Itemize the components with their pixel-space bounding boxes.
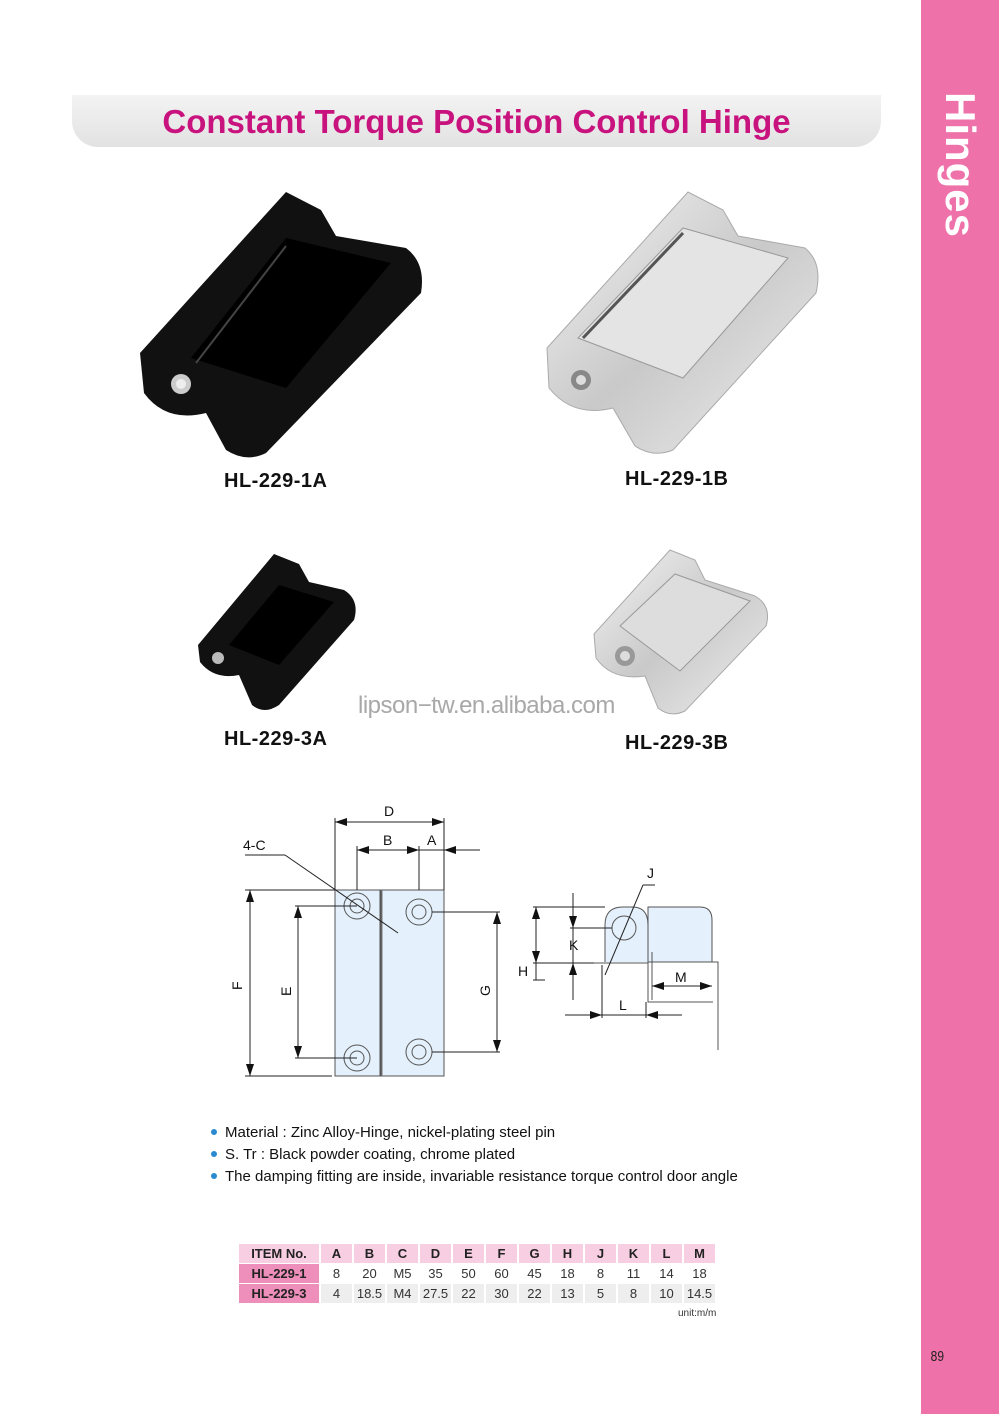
- table-header: ITEM No. A B C D E F G H J K L M: [239, 1244, 715, 1263]
- dim-label-m: M: [675, 969, 687, 985]
- dim-label-j: J: [647, 865, 654, 881]
- title-bar: [72, 95, 881, 147]
- dim-label-h: H: [518, 963, 529, 979]
- feature-item: Material : Zinc Alloy-Hinge, nickel-plating steel pin: [211, 1121, 738, 1143]
- watermark: lipson−tw.en.alibaba.com: [358, 692, 615, 719]
- feature-item: S. Tr : Black powder coating, chrome plated: [211, 1143, 738, 1165]
- table-row: HL-229-3 4 18.5 M4 27.5 22 30 22 13 5 8 10 14.5: [239, 1284, 715, 1303]
- unit-note: unit:m/m: [678, 1308, 717, 1319]
- page-number: 89: [930, 1348, 945, 1365]
- dimension-diagram: [220, 790, 740, 1090]
- product-image-hl-229-3b: [590, 546, 774, 718]
- product-image-hl-229-1a: [136, 188, 428, 463]
- section-title: Hinges: [937, 92, 984, 239]
- product-code: HL-229-1B: [625, 468, 729, 490]
- dim-label-d: D: [384, 803, 395, 819]
- dim-label-a: A: [427, 832, 437, 848]
- feature-list: [211, 1121, 738, 1187]
- dim-label-f: F: [229, 981, 245, 990]
- product-image-hl-229-1b: [543, 188, 821, 458]
- product-code: HL-229-3B: [625, 732, 729, 754]
- page-title: Constant Torque Position Control Hinge: [162, 103, 791, 140]
- bullet-icon: [211, 1151, 217, 1157]
- dim-label-4c: 4-C: [243, 837, 266, 853]
- spec-table: [237, 1243, 717, 1304]
- dim-label-g: G: [477, 985, 493, 996]
- dim-label-k: K: [569, 937, 579, 953]
- product-code: HL-229-1A: [224, 470, 328, 492]
- dim-label-l: L: [619, 997, 627, 1013]
- bullet-icon: [211, 1129, 217, 1135]
- bullet-icon: [211, 1173, 217, 1179]
- product-code: HL-229-3A: [224, 728, 328, 750]
- product-image-hl-229-3a: [194, 550, 362, 715]
- table-row: HL-229-1 8 20 M5 35 50 60 45 18 8 11 14 18: [239, 1264, 715, 1283]
- dim-label-e: E: [278, 986, 294, 996]
- feature-item: The damping fitting are inside, invariable resistance torque control door angle: [211, 1165, 738, 1187]
- dim-label-b: B: [383, 832, 393, 848]
